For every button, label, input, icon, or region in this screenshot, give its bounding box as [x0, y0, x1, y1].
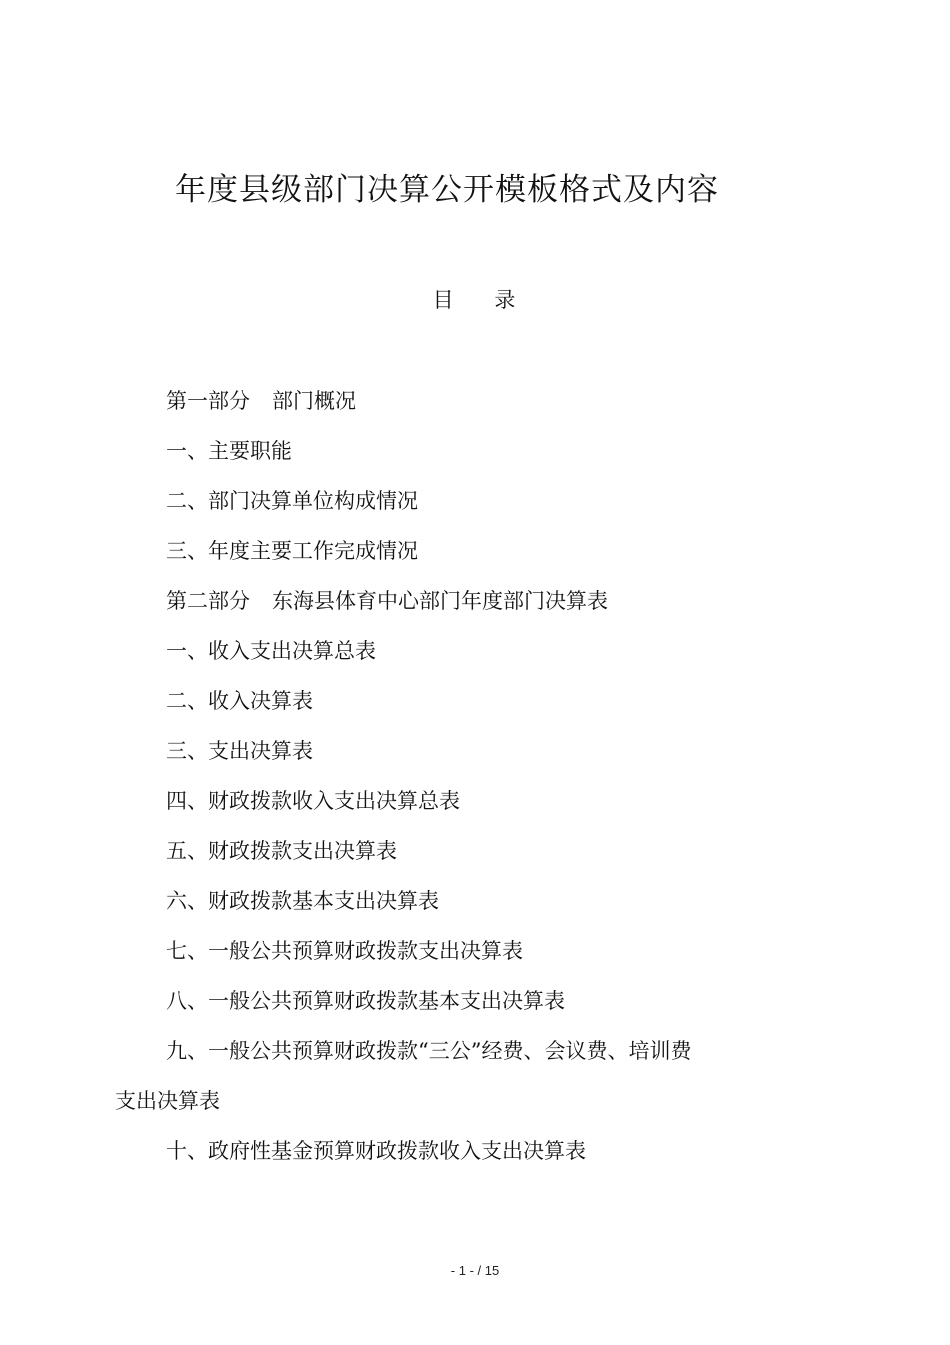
toc-part-2 — [115, 576, 835, 626]
toc-item: 二、收入决算表 — [166, 689, 313, 713]
toc-item-continuation: 支出决算表 — [115, 1089, 220, 1113]
page-number: - 1 - / 15 — [450, 1263, 500, 1278]
toc-part-1 — [115, 376, 835, 426]
toc-item: 七、一般公共预算财政拨款支出决算表 — [166, 939, 523, 963]
toc-item: 八、一般公共预算财政拨款基本支出决算表 — [166, 989, 565, 1013]
toc-part-title: 部门概况 — [272, 389, 356, 413]
toc-part-label: 第二部分 — [166, 589, 250, 613]
toc-item: 二、部门决算单位构成情况 — [166, 489, 418, 513]
toc-item-line: 九、一般公共预算财政拨款“三公”经费、会议费、培训费 — [166, 1039, 692, 1063]
toc-item: 三、年度主要工作完成情况 — [166, 539, 418, 563]
toc-item-wrapped — [115, 1026, 835, 1126]
toc-part-title: 东海县体育中心部门年度部门决算表 — [272, 589, 608, 613]
toc-item: 一、收入支出决算总表 — [166, 639, 376, 663]
toc-item: 四、财政拨款收入支出决算总表 — [166, 789, 460, 813]
document-title: 年度县级部门决算公开模板格式及内容 — [175, 172, 719, 208]
toc-item: 六、财政拨款基本支出决算表 — [166, 889, 439, 913]
toc-heading: 目 录 — [432, 288, 516, 312]
toc-item: 十、政府性基金预算财政拨款收入支出决算表 — [166, 1139, 586, 1163]
table-of-contents — [115, 376, 835, 1176]
toc-part-label: 第一部分 — [166, 389, 250, 413]
toc-item: 一、主要职能 — [166, 439, 292, 463]
toc-item: 五、财政拨款支出决算表 — [166, 839, 397, 863]
toc-item: 三、支出决算表 — [166, 739, 313, 763]
